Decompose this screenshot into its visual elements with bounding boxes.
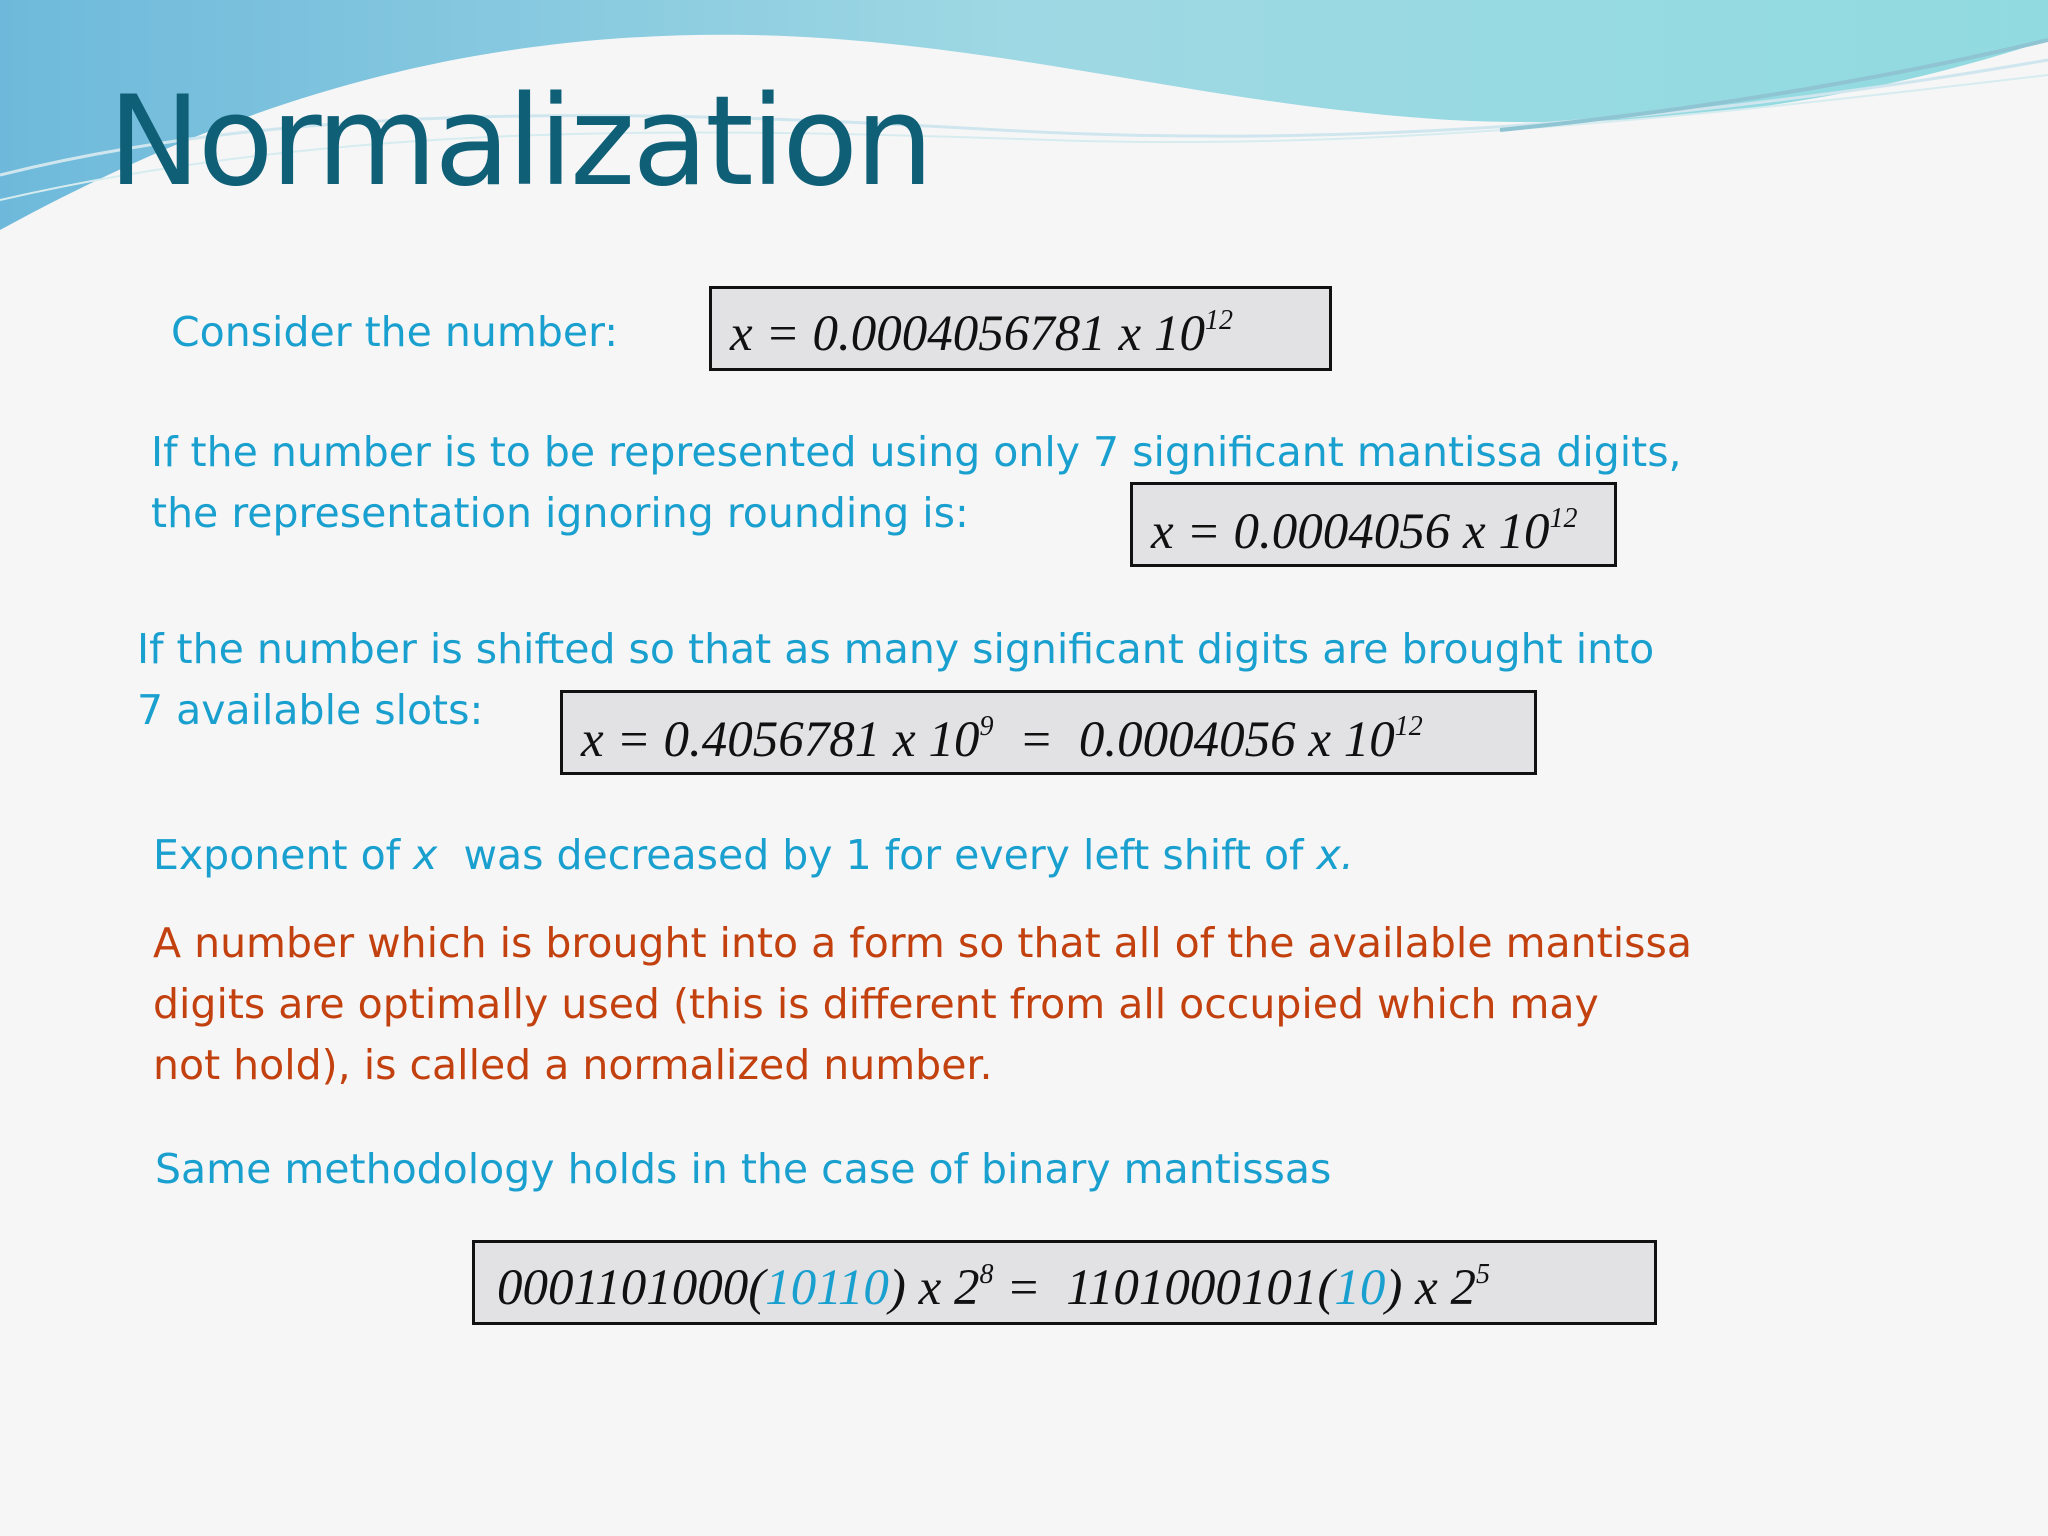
binary-note: Same methodology holds in the case of binary mantissas: [155, 1145, 1332, 1193]
binary-eq-exp1: 8: [979, 1259, 994, 1290]
exponent-note-x2: x.: [1316, 831, 1354, 879]
equation-original-text: x = 0.0004056781 x 10: [730, 306, 1205, 362]
slide-title: Normalization: [108, 70, 931, 214]
equation-shifted-exp2: 12: [1394, 711, 1423, 742]
equation-box-original: [709, 286, 1332, 371]
equation-shifted-exp1: 9: [979, 711, 994, 742]
binary-eq-d: ) x 2: [1385, 1260, 1477, 1316]
equation-box-shifted: [560, 690, 1537, 775]
binary-eq-c-blue: 10: [1334, 1260, 1386, 1316]
equation-shifted-part1: x = 0.4056781 x 10: [581, 712, 980, 768]
definition-line2: digits are optimally used (this is different from all occupied which may: [153, 980, 1599, 1028]
binary-eq-a: 0001101000(: [497, 1260, 766, 1316]
equation-original-exponent: 12: [1204, 305, 1233, 336]
para2-line2: 7 available slots:: [137, 686, 484, 734]
binary-eq-c: = 1101000101(: [993, 1260, 1335, 1316]
equation-shifted-part2: = 0.0004056 x 10: [993, 712, 1395, 768]
para2-line1: If the number is shifted so that as many significant digits are brought into: [137, 625, 1655, 673]
definition-line3: not hold), is called a normalized number.: [153, 1041, 993, 1089]
exponent-note-part2: was decreased by 1 for every left shift of: [437, 831, 1317, 879]
equation-truncated-exponent: 12: [1549, 503, 1578, 534]
exponent-note-x1: x: [413, 831, 438, 879]
equation-box-truncated: [1130, 482, 1617, 567]
exponent-note-part1: Exponent of: [153, 831, 414, 879]
exponent-note: [153, 825, 1354, 886]
binary-eq-exp2: 5: [1476, 1259, 1491, 1290]
para1-line2: the representation ignoring rounding is:: [151, 489, 969, 537]
binary-eq-a-blue: 10110: [765, 1260, 889, 1316]
consider-label: Consider the number:: [171, 308, 619, 356]
definition-line1: A number which is brought into a form so that all of the available mantissa: [153, 919, 1692, 967]
para1-line1: If the number is to be represented using only 7 significant mantissa digits,: [151, 428, 1682, 476]
equation-truncated-text: x = 0.0004056 x 10: [1151, 504, 1550, 560]
binary-eq-b: ) x 2: [888, 1260, 980, 1316]
equation-box-binary: [472, 1240, 1657, 1325]
